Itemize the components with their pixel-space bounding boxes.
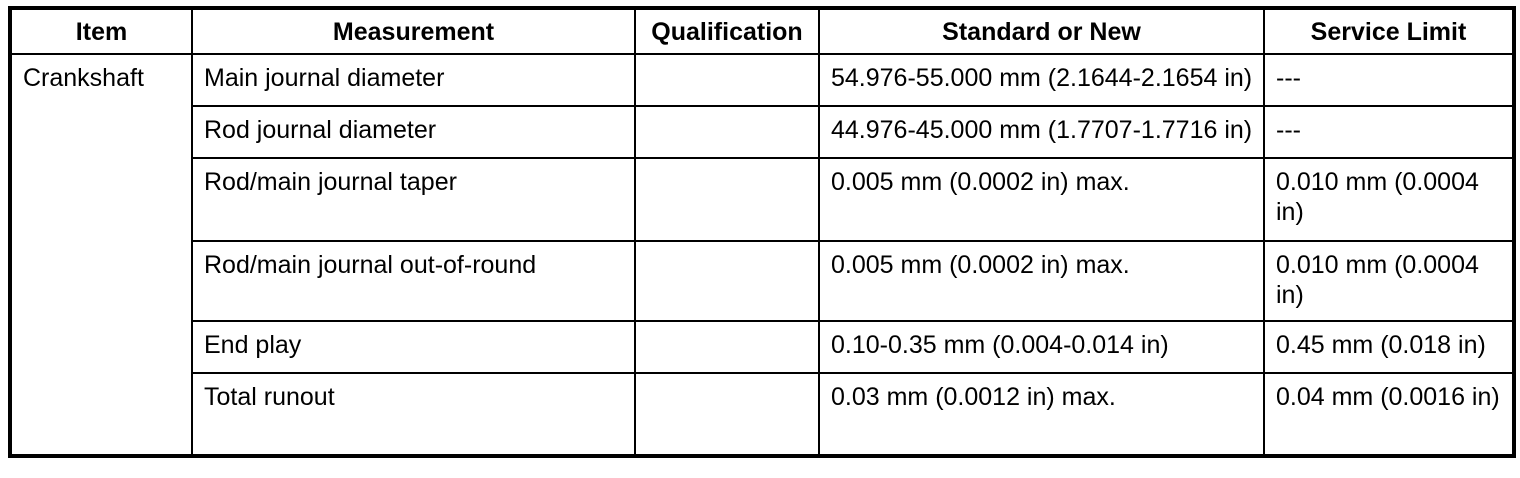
standard-cell: 0.10-0.35 mm (0.004-0.014 in) xyxy=(819,321,1264,373)
service-limit-cell: 0.010 mm (0.0004 in) xyxy=(1264,241,1514,321)
measurement-cell: Main journal diameter xyxy=(192,54,635,106)
header-row xyxy=(10,8,1514,54)
standard-cell: 54.976-55.000 mm (2.1644-2.1654 in) xyxy=(819,54,1264,106)
standard-cell: 0.005 mm (0.0002 in) max. xyxy=(819,241,1264,321)
table-row xyxy=(10,158,1514,241)
qualification-cell xyxy=(635,106,819,158)
service-limit-cell: 0.45 mm (0.018 in) xyxy=(1264,321,1514,373)
measurement-cell: End play xyxy=(192,321,635,373)
qualification-cell xyxy=(635,241,819,321)
table-row xyxy=(10,54,1514,106)
standard-cell: 0.005 mm (0.0002 in) max. xyxy=(819,158,1264,241)
column-header-measurement: Measurement xyxy=(192,8,635,54)
column-header-standard-or-new: Standard or New xyxy=(819,8,1264,54)
table-row xyxy=(10,241,1514,321)
column-header-qualification: Qualification xyxy=(635,8,819,54)
qualification-cell xyxy=(635,158,819,241)
qualification-cell xyxy=(635,373,819,456)
column-header-item: Item xyxy=(10,8,192,54)
table-row xyxy=(10,321,1514,373)
standard-cell: 44.976-45.000 mm (1.7707-1.7716 in) xyxy=(819,106,1264,158)
service-limit-cell: --- xyxy=(1264,106,1514,158)
service-limit-cell: 0.010 mm (0.0004 in) xyxy=(1264,158,1514,241)
crankshaft-spec-table xyxy=(8,6,1516,458)
item-cell: Crankshaft xyxy=(10,54,192,456)
measurement-cell: Total runout xyxy=(192,373,635,456)
qualification-cell xyxy=(635,321,819,373)
measurement-cell: Rod/main journal taper xyxy=(192,158,635,241)
measurement-cell: Rod journal diameter xyxy=(192,106,635,158)
qualification-cell xyxy=(635,54,819,106)
standard-cell: 0.03 mm (0.0012 in) max. xyxy=(819,373,1264,456)
table-row xyxy=(10,373,1514,456)
column-header-service-limit: Service Limit xyxy=(1264,8,1514,54)
table-row xyxy=(10,106,1514,158)
measurement-cell: Rod/main journal out-of-round xyxy=(192,241,635,321)
service-limit-cell: 0.04 mm (0.0016 in) xyxy=(1264,373,1514,456)
service-limit-cell: --- xyxy=(1264,54,1514,106)
